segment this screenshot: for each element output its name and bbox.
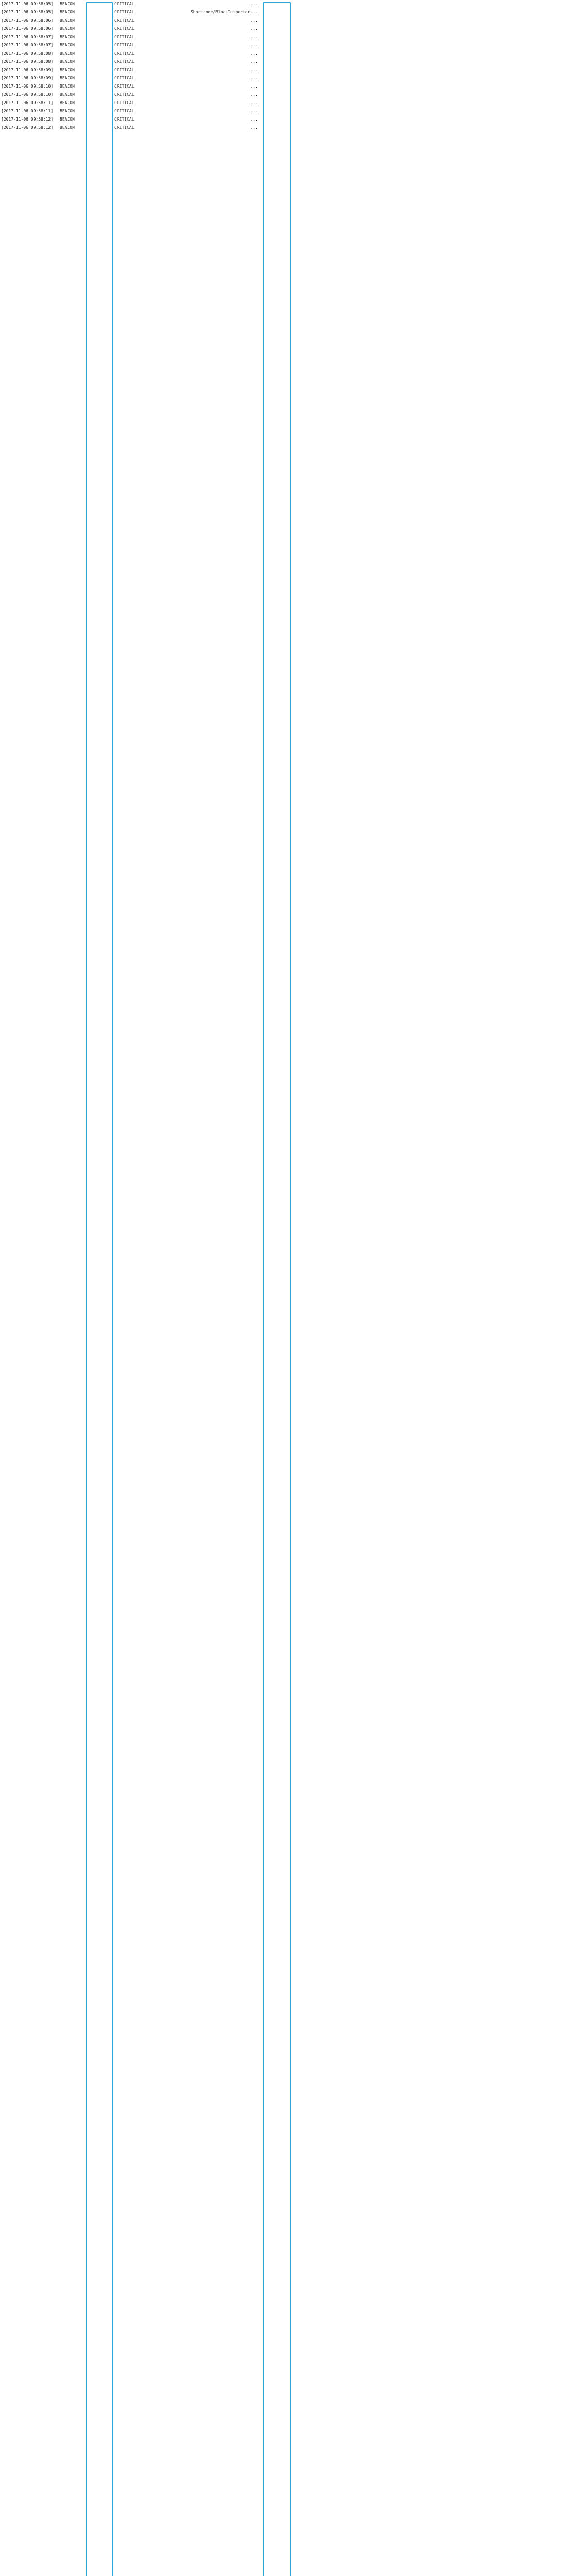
log-row[interactable]: [0, 25, 567, 33]
log-source: BEACON: [60, 18, 75, 23]
log-source: BEACON: [60, 51, 75, 56]
log-row[interactable]: [0, 41, 567, 49]
log-level: CRITICAL: [114, 2, 135, 6]
log-message: ...: [250, 67, 258, 72]
log-time: [2017-11-06 09:58:11]: [1, 100, 54, 105]
log-row[interactable]: [0, 82, 567, 91]
log-level: CRITICAL: [114, 35, 135, 39]
log-level: CRITICAL: [114, 51, 135, 56]
log-row[interactable]: [0, 8, 567, 16]
log-row[interactable]: [0, 16, 567, 25]
log-message: ...: [250, 2, 258, 6]
log-message: ...: [250, 109, 258, 113]
log-time: [2017-11-06 09:58:09]: [1, 67, 54, 72]
log-time: [2017-11-06 09:58:10]: [1, 84, 54, 89]
log-time: [2017-11-06 09:58:11]: [1, 109, 54, 113]
highlight-column-frame-left: [86, 2, 113, 2576]
log-row[interactable]: [0, 91, 567, 99]
log-level: CRITICAL: [114, 26, 135, 31]
log-source: BEACON: [60, 10, 75, 14]
log-message: ...: [250, 18, 258, 23]
log-row[interactable]: [0, 124, 567, 132]
log-source: BEACON: [60, 92, 75, 97]
log-source: BEACON: [60, 2, 75, 6]
log-time: [2017-11-06 09:58:12]: [1, 125, 54, 130]
log-message: ...: [250, 35, 258, 39]
log-message: ...: [250, 117, 258, 122]
log-time: [2017-11-06 09:58:10]: [1, 92, 54, 97]
log-level: CRITICAL: [114, 109, 135, 113]
log-row[interactable]: [0, 66, 567, 74]
log-message: ...: [250, 84, 258, 89]
log-message: ...: [250, 92, 258, 97]
log-source: BEACON: [60, 76, 75, 80]
log-level: CRITICAL: [114, 117, 135, 122]
log-message: ...: [250, 125, 258, 130]
log-level: CRITICAL: [114, 43, 135, 47]
log-time: [2017-11-06 09:58:07]: [1, 35, 54, 39]
log-source: BEACON: [60, 43, 75, 47]
log-level: CRITICAL: [114, 18, 135, 23]
log-message: ...: [250, 100, 258, 105]
highlight-column-frame-right: [263, 2, 291, 2576]
log-source: BEACON: [60, 109, 75, 113]
log-source: BEACON: [60, 125, 75, 130]
log-source: BEACON: [60, 84, 75, 89]
log-message: ...: [250, 51, 258, 56]
log-rows: [0, 0, 567, 132]
log-row[interactable]: [0, 74, 567, 82]
log-message: ...: [250, 26, 258, 31]
log-row[interactable]: [0, 107, 567, 115]
log-message: ...: [250, 76, 258, 80]
log-time: [2017-11-06 09:58:08]: [1, 59, 54, 64]
log-level: CRITICAL: [114, 84, 135, 89]
log-source: BEACON: [60, 100, 75, 105]
log-source: BEACON: [60, 117, 75, 122]
log-time: [2017-11-06 09:58:05]: [1, 10, 54, 14]
log-message: ...: [250, 43, 258, 47]
log-message: ...: [250, 59, 258, 64]
log-level: CRITICAL: [114, 59, 135, 64]
log-source: BEACON: [60, 26, 75, 31]
log-level: CRITICAL: [114, 100, 135, 105]
log-level: CRITICAL: [114, 125, 135, 130]
log-time: [2017-11-06 09:58:12]: [1, 117, 54, 122]
log-time: [2017-11-06 09:58:07]: [1, 43, 54, 47]
log-row[interactable]: [0, 0, 567, 8]
log-time: [2017-11-06 09:58:06]: [1, 18, 54, 23]
log-row[interactable]: [0, 115, 567, 124]
log-time: [2017-11-06 09:58:09]: [1, 76, 54, 80]
log-time: [2017-11-06 09:58:06]: [1, 26, 54, 31]
log-level: CRITICAL: [114, 67, 135, 72]
log-row[interactable]: [0, 58, 567, 66]
log-row[interactable]: [0, 99, 567, 107]
log-source: BEACON: [60, 67, 75, 72]
log-message: Shortcode/BlockInspector...: [190, 10, 258, 14]
log-level: CRITICAL: [114, 92, 135, 97]
log-time: [2017-11-06 09:58:05]: [1, 2, 54, 6]
log-row[interactable]: [0, 49, 567, 58]
log-row[interactable]: [0, 33, 567, 41]
log-source: BEACON: [60, 35, 75, 39]
log-source: BEACON: [60, 59, 75, 64]
log-level: CRITICAL: [114, 10, 135, 14]
log-level: CRITICAL: [114, 76, 135, 80]
log-time: [2017-11-06 09:58:08]: [1, 51, 54, 56]
